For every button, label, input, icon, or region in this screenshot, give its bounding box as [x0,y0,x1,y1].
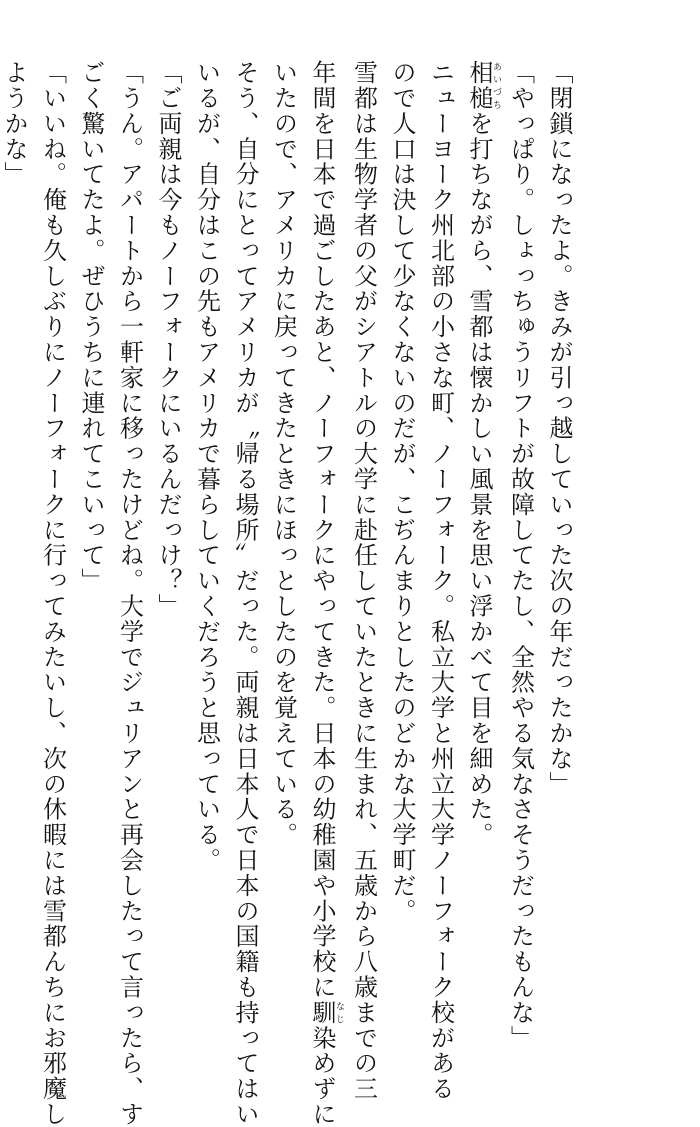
text-line: いるが、自分はこの先もアメリカで暮らしていくだろうと思っている。 [192,60,221,873]
text-line: 「閉鎖になったよ。きみが引っ越していった次の年だったかな」 [545,60,573,797]
text-line: ごく驚いてたよ。ぜひうちに連れてこいって」 [77,60,105,594]
text-line: 相槌あいづちを打ちながら、雪都は懐かしい風景を思い浮かべて目を細めた。 [465,60,501,848]
text-line: ようかな」 [0,60,28,187]
text-line: 「やっぱり。しょっちゅうリフトが故障してたし、全然やる気なさそうだったもんな」 [506,60,535,1051]
text-line: ニューヨーク州北部の小さな町、ノーフォーク。私立大学と州立大学ノーフォーク校がある [426,60,455,1102]
text-line: いたので、アメリカに戻ってきたときにほっとしたのを覚えている。 [269,60,298,848]
ruby-aizuchi: 相槌あいづち [465,60,501,111]
text-line: 年間を日本で過ごしたあと、ノーフォークにやってきた。日本の幼稚園や小学校に馴なじ染めずに [308,60,344,1127]
text-line: ので人口は決して少なくないのだが、こぢんまりとしたのどかな大学町だ。 [388,60,416,924]
text-line: 雪都は生物学者の父がシアトルの大学に赴任していたときに生まれ、五歳から八歳までの三 [349,60,378,1102]
text-line: 「ご両親は今もノーフォークにいるんだっけ？」 [154,60,182,619]
text-line: 「うん。アパートから一軒家に移ったけどね。大学でジュリアンと再会したって言ったら、す [115,60,144,1127]
text-line: 「いいね。俺も久しぶりにノーフォークに行ってみたいし、次の休暇には雪都んちにお邪魔し [38,60,67,1127]
text-line: そう、自分にとってアメリカが〝帰る場所〟だった。両親は日本人で日本の国籍も持ってはい [231,60,259,1127]
book-page [0,60,578,1127]
ruby-najimu: 馴なじ [308,999,344,1026]
vertical-text-body [0,60,578,1127]
